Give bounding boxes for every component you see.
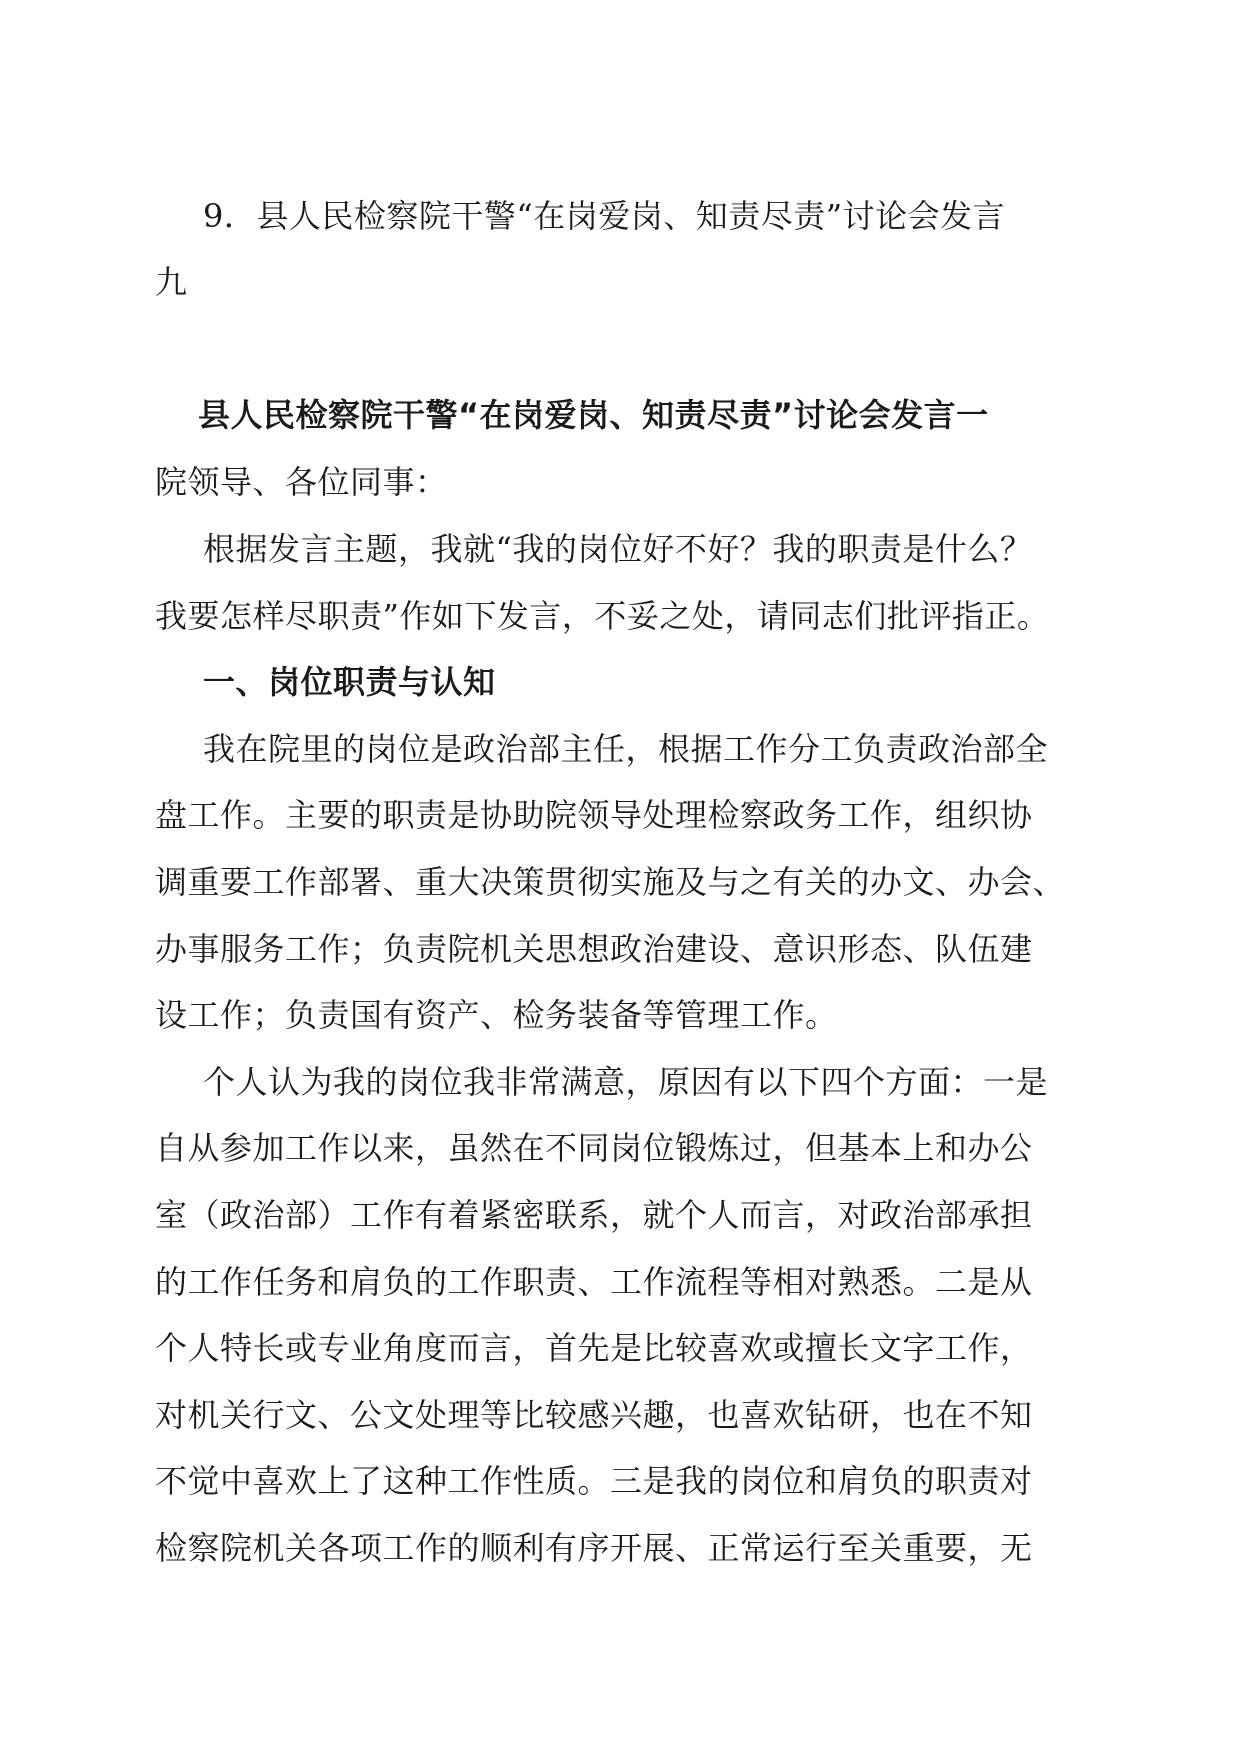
toc-item-line-2: 九 (155, 263, 188, 301)
paragraph-line: 个人认为我的岗位我非常满意，原因有以下四个方面：一是 (203, 1063, 1049, 1101)
paragraph-line: 的工作任务和肩负的工作职责、工作流程等相对熟悉。二是从 (155, 1263, 1033, 1301)
paragraph-line: 设工作；负责国有资产、检务装备等管理工作。 (155, 996, 838, 1034)
toc-item-line-1: 9．县人民检察院干警“在岗爱岗、知责尽责”讨论会发言 (203, 197, 1006, 235)
paragraph-line: 我在院里的岗位是政治部主任，根据工作分工负责政治部全 (203, 730, 1049, 768)
paragraph-line: 盘工作。主要的职责是协助院领导处理检察政务工作，组织协 (155, 796, 1033, 834)
paragraph-line: 自从参加工作以来，虽然在不同岗位锻炼过，但基本上和办公 (155, 1129, 1033, 1167)
paragraph-line: 检察院机关各项工作的顺利有序开展、正常运行至关重要，无 (155, 1529, 1033, 1567)
speech-title: 县人民检察院干警“在岗爱岗、知责尽责”讨论会发言一 (198, 396, 989, 434)
paragraph-line: 个人特长或专业角度而言，首先是比较喜欢或擅长文字工作， (155, 1329, 1033, 1367)
intro-line: 根据发言主题，我就“我的岗位好不好？我的职责是什么？ (203, 530, 1033, 568)
paragraph-line: 办事服务工作；负责院机关思想政治建设、意识形态、队伍建 (155, 930, 1033, 968)
salutation: 院领导、各位同事： (155, 463, 448, 501)
intro-line: 我要怎样尽职责”作如下发言，不妥之处，请同志们批评指正。 (155, 597, 1050, 635)
section-heading: 一、岗位职责与认知 (203, 663, 496, 701)
paragraph-line: 调重要工作部署、重大决策贯彻实施及与之有关的办文、办会、 (155, 863, 1066, 901)
paragraph-line: 对机关行文、公文处理等比较感兴趣，也喜欢钻研，也在不知 (155, 1396, 1033, 1434)
paragraph-line: 室（政治部）工作有着紧密联系，就个人而言，对政治部承担 (155, 1196, 1033, 1234)
paragraph-line: 不觉中喜欢上了这种工作性质。三是我的岗位和肩负的职责对 (155, 1462, 1033, 1500)
